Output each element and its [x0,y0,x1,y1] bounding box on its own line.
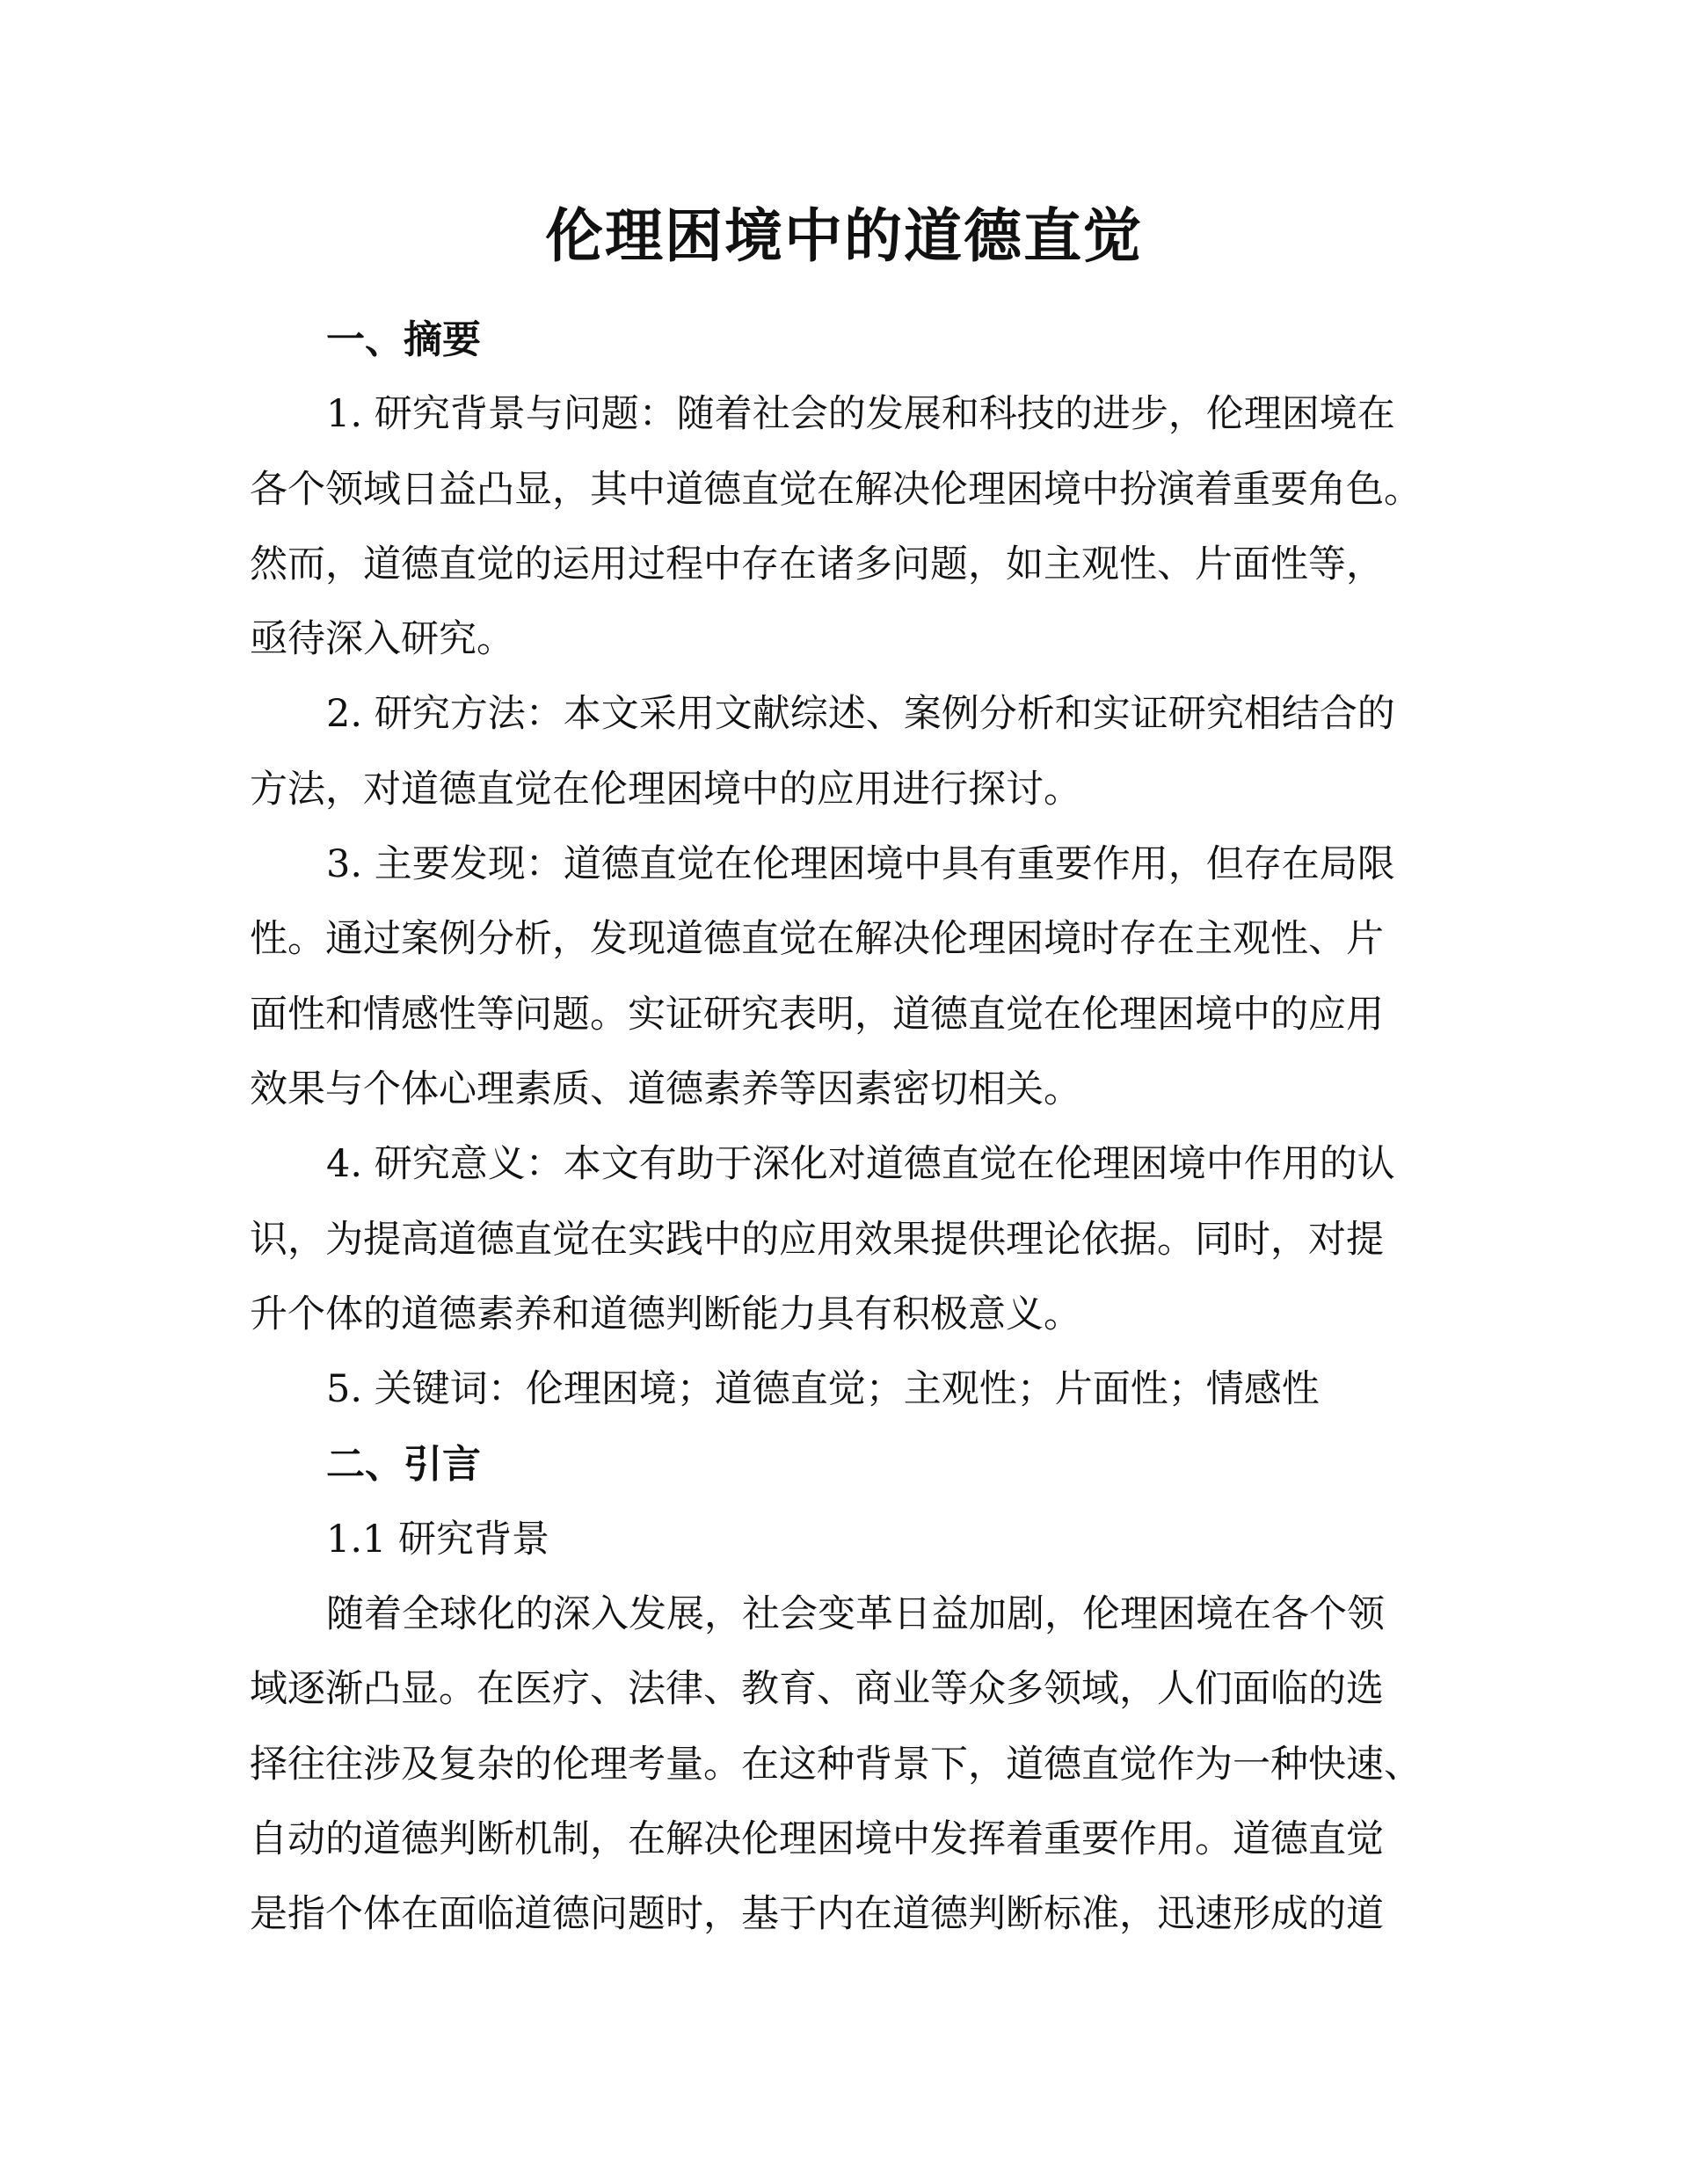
text-line: 1.1 研究背景 [326,1517,550,1562]
section-heading [250,302,1428,377]
paragraph [250,377,1428,677]
text-line: 域逐渐凸显。在医疗、法律、教育、商业等众多领域，人们面临的选 [250,1667,1384,1712]
text-line: 一、摘要 [326,317,481,362]
text-line: 性。通过案例分析，发现道德直觉在解决伦理困境时存在主观性、片 [250,917,1384,962]
section-heading [250,1427,1428,1502]
text-line: 亟待深入研究。 [250,617,514,662]
text-line: 面性和情感性等问题。实证研究表明，道德直觉在伦理困境中的应用 [250,992,1384,1037]
text-line: 3. 主要发现：道德直觉在伦理困境中具有重要作用，但存在局限 [326,842,1395,887]
text-line: 4. 研究意义：本文有助于深化对道德直觉在伦理困境中作用的认 [326,1142,1395,1187]
document-title: 伦理困境中的道德直觉 [545,201,1143,270]
text-line: 是指个体在面临道德问题时，基于内在道德判断标准，迅速形成的道 [250,1892,1384,1937]
text-line: 5. 关键词：伦理困境；道德直觉；主观性；片面性；情感性 [326,1367,1320,1412]
text-line: 二、引言 [326,1442,481,1488]
paragraph [250,1352,1428,1427]
text-line: 随着全球化的深入发展，社会变革日益加剧，伦理困境在各个领 [326,1592,1385,1637]
text-line: 效果与个体心理素质、道德素养等因素密切相关。 [250,1067,1081,1111]
text-line: 择往往涉及复杂的伦理考量。在这种背景下，道德直觉作为一种快速、 [250,1742,1422,1787]
text-line: 各个领域日益凸显，其中道德直觉在解决伦理困境中扮演着重要角色。 [250,467,1422,512]
paragraph [250,677,1428,827]
document-body [250,302,1428,1953]
text-line: 升个体的道德素养和道德判断能力具有积极意义。 [250,1292,1081,1336]
text-line: 1. 研究背景与问题：随着社会的发展和科技的进步，伦理困境在 [326,392,1395,437]
paragraph [250,1127,1428,1352]
text-line: 方法，对道德直觉在伦理困境中的应用进行探讨。 [250,767,1081,812]
text-line: 自动的道德判断机制，在解决伦理困境中发挥着重要作用。道德直觉 [250,1816,1384,1861]
paragraph [250,827,1428,1127]
text-line: 然而，道德直觉的运用过程中存在诸多问题，如主观性、片面性等， [250,542,1384,586]
subsection-heading [250,1503,1428,1577]
text-line: 2. 研究方法：本文采用文献综述、案例分析和实证研究相结合的 [326,692,1395,737]
text-line: 识，为提高道德直觉在实践中的应用效果提供理论依据。同时，对提 [250,1217,1384,1262]
paragraph [250,1577,1428,1952]
